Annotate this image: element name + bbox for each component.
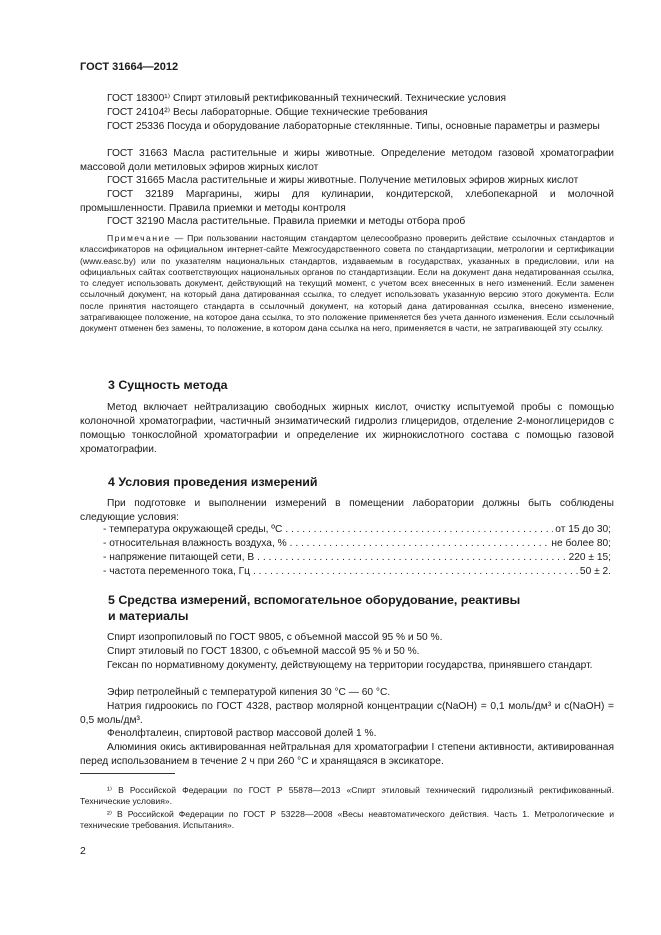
ref-gost-24104: ГОСТ 24104²⁾ Весы лабораторные. Общие технические требования	[107, 107, 428, 118]
material-hexane: Гексан по нормативному документу, действующему на территории государства, принявшего стандарт.	[107, 660, 593, 671]
condition-label: - частота переменного тока, Гц	[103, 566, 250, 577]
condition-label: - относительная влажность воздуха, %	[103, 538, 287, 549]
material-phenolphthalein: Фенолфталеин, спиртовой раствор массовой долей 1 %.	[107, 728, 377, 739]
section-3-body: Метод включает нейтрализацию свободных жирных кислот, очистку испытуемой пробы с помощью колоночной хроматографии, частичный энзиматический гидролиз глицеридов, отделение 2-моноглицеридов с помощью тонкослойной хроматографии и определение их жирнокислотного состава с помощью газовой хроматографии.	[80, 402, 614, 455]
note-text: — При пользовании настоящим стандартом целесообразно проверить действие ссылочных стандартов и классификаторов на официальном интернет-сайте Межгосударственного совета по стандартизации, метрологии и сертификации (www.easc.by) или по указателям национальных стандартов, издаваемым в государствах, указанных в предисловии, или на официальных сайтах соответствующих национальных органов по стандартизации. Если на документ дана недатированная ссылка, то следует использовать документ, действующий на текущий момент, с учетом всех внесенных в него изменений. Если заменен ссылочный документ, на который дана датированная ссылка, то следует использовать указанную версию этого документа. Если после принятия настоящего стандарта в ссылочный документ, на который дана датированная ссылка, внесено изменение, затрагивающее положение, на которое дана ссылка, то это положение применяется без учета данного изменения. Если ссылочный документ отменен без замены, то положение, в котором дана ссылка на него, применяется в части, не затрагивающей эту ссылку.	[80, 233, 614, 334]
leader-dots	[250, 566, 578, 580]
section-4-title: 4 Условия проведения измерений	[108, 475, 318, 489]
condition-value: 50 ± 2.	[579, 566, 611, 577]
material-isopropanol: Спирт изопропиловый по ГОСТ 9805, с объемной массой 95 % и 50 %.	[107, 632, 443, 643]
leader-dots	[282, 524, 553, 538]
ref-gost-18300: ГОСТ 18300¹⁾ Спирт этиловый ректификованный технический. Технические условия	[107, 93, 507, 104]
section-5-title-line-2: и материалы	[108, 609, 189, 623]
section-4-intro: При подготовке и выполнении измерений в помещении лаборатории должны быть соблюдены следующие условия:	[80, 498, 614, 523]
footnote-divider	[80, 773, 175, 774]
material-alumina: Алюминия окись активированная нейтральная для хроматографии I степени активности, активированная перед использованием в течение 2 ч при 260 °С и хранящаяся в эксикаторе.	[80, 742, 614, 767]
ref-gost-32189: ГОСТ 32189 Маргарины, жиры для кулинарии, кондитерской, хлебопекарной и молочной промышленности. Правила приемки и методы контроля	[80, 189, 614, 214]
condition-value: от 15 до 30;	[555, 524, 611, 535]
condition-humidity	[103, 538, 611, 552]
footnote-2: ²⁾ В Российской Федерации по ГОСТ Р 53228—2008 «Весы неавтоматического действия. Часть 1. Метрологические и технические требования. Испытания».	[80, 809, 614, 831]
leader-dots	[287, 538, 550, 552]
material-sodium-hydroxide: Натрия гидроокись по ГОСТ 4328, раствор молярной концентрации c(NaOH) = 0,1 моль/дм³ и c(NaOH) = 0,5 моль/дм³.	[80, 701, 614, 726]
document-header: ГОСТ 31664—2012	[80, 61, 179, 73]
page-number: 2	[80, 845, 86, 857]
footnote-1: ¹⁾ В Российской Федерации по ГОСТ Р 55878—2013 «Спирт этиловый технический гидролизный ректификованный. Технические условия».	[80, 785, 614, 807]
note-label: Примечание	[107, 233, 171, 243]
condition-temperature	[103, 524, 611, 538]
condition-voltage	[103, 552, 611, 566]
ref-gost-31663: ГОСТ 31663 Масла растительные и жиры животные. Определение методом газовой хроматографии массовой доли метиловых эфиров жирных кислот	[80, 148, 614, 173]
section-5-title-line-1: 5 Средства измерений, вспомогательное оборудование, реактивы	[108, 593, 521, 607]
ref-gost-32190: ГОСТ 32190 Масла растительные. Правила приемки и методы отбора проб	[107, 216, 466, 227]
condition-value: 220 ± 15;	[568, 552, 611, 563]
condition-label: - температура окружающей среды, ºС	[103, 524, 283, 535]
condition-value: не более 80;	[551, 538, 611, 549]
ref-gost-25336: ГОСТ 25336 Посуда и оборудование лабораторные стеклянные. Типы, основные параметры и размеры	[107, 121, 600, 132]
section-3-title: 3 Сущность метода	[108, 378, 228, 392]
leader-dots	[254, 552, 566, 566]
note-paragraph	[80, 233, 614, 335]
ref-gost-31665: ГОСТ 31665 Масла растительные и жиры животные. Получение метиловых эфиров жирных кислот	[107, 175, 579, 186]
material-ethanol: Спирт этиловый по ГОСТ 18300, с объемной массой 95 % и 50 %.	[107, 646, 420, 657]
material-petroleum-ether: Эфир петролейный с температурой кипения 30 °С — 60 °С.	[107, 687, 391, 698]
condition-label: - напряжение питающей сети, В	[103, 552, 255, 563]
condition-frequency	[103, 566, 611, 580]
